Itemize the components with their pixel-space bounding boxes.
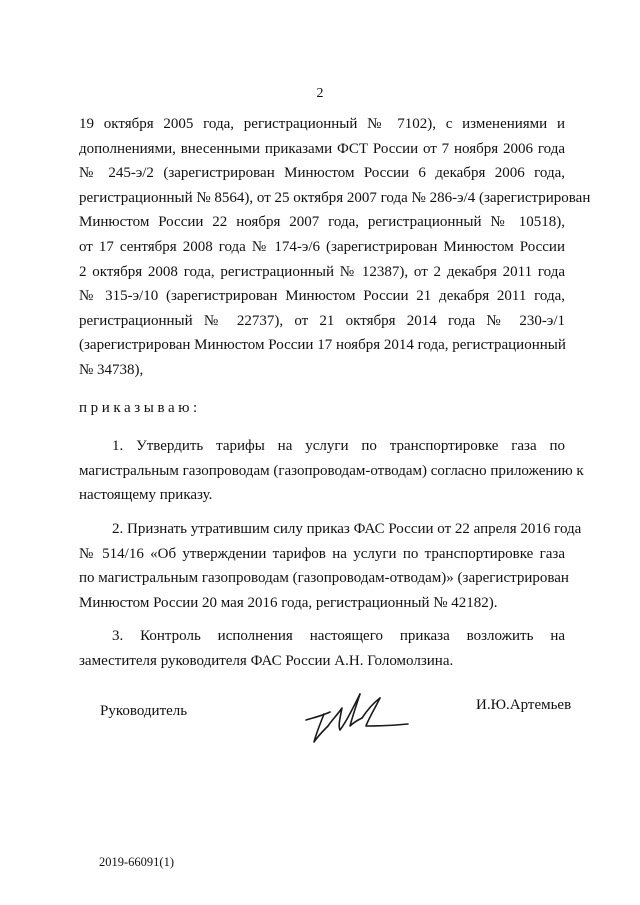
text-line: № 245-э/2 (зарегистрирован Минюстом России 6 декабря 2006 года, (79, 165, 565, 182)
item-2-line: по магистральным газопроводам (газопроводам-отводам)» (зарегистрирован (79, 570, 569, 587)
item-3-line: заместителя руководителя ФАС России А.Н. Голомолзина. (79, 652, 454, 669)
document-code: 2019-66091(1) (99, 855, 174, 869)
order-heading: приказываю: (79, 399, 201, 416)
paragraph-gap (79, 508, 565, 517)
text-line: дополнениями, внесенными приказами ФСТ России от 7 ноября 2006 года (79, 140, 565, 157)
text-line: от 17 сентября 2008 года № 174-э/6 (зарегистрирован Минюстом России (79, 238, 565, 255)
item-3-line: 3. Контроль исполнения настоящего приказа возложить на (112, 628, 565, 645)
text-line: 19 октября 2005 года, регистрационный № 7102), с изменениями и (79, 116, 565, 132)
text-line: регистрационный № 22737), от 21 октября 2014 года № 230-э/1 (79, 312, 565, 329)
item-2-line: № 514/16 «Об утверждении тарифов на услуги по транспортировке газа (79, 545, 565, 562)
item-1-line: магистральным газопроводам (газопроводам-отводам) согласно приложению к (79, 462, 584, 479)
text-line: регистрационный № 8564), от 25 октября 2007 года № 286-э/4 (зарегистрирован (79, 189, 591, 206)
text-line: № 34738), (79, 361, 144, 378)
item-1-line: 1. Утвердить тарифы на услуги по транспортировке газа по (112, 438, 565, 455)
text-line: № 315-э/10 (зарегистрирован Минюстом России 21 декабря 2011 года, (79, 288, 565, 305)
text-line: (зарегистрирован Минюстом России 17 ноября 2014 года, регистрационный (79, 337, 566, 354)
item-1-line: настоящему приказу. (79, 487, 213, 504)
signatory-name: И.Ю.Артемьев (476, 697, 572, 713)
document-body (79, 112, 591, 673)
item-2-line: Минюстом России 20 мая 2016 года, регистрационный № 42182). (79, 594, 498, 611)
item-2-line: 2. Признать утратившим силу приказ ФАС России от 22 апреля 2016 года (112, 520, 582, 537)
text-line: 2 октября 2008 года, регистрационный № 12387), от 2 декабря 2011 года (79, 263, 565, 280)
page-number: 2 (316, 86, 324, 101)
signatory-title: Руководитель (100, 703, 188, 719)
signature-block (0, 690, 640, 760)
text-line: Минюстом России 22 ноября 2007 года, регистрационный № 10518), (79, 214, 565, 231)
paragraph-gap (79, 615, 565, 624)
handwritten-signature (302, 690, 412, 750)
